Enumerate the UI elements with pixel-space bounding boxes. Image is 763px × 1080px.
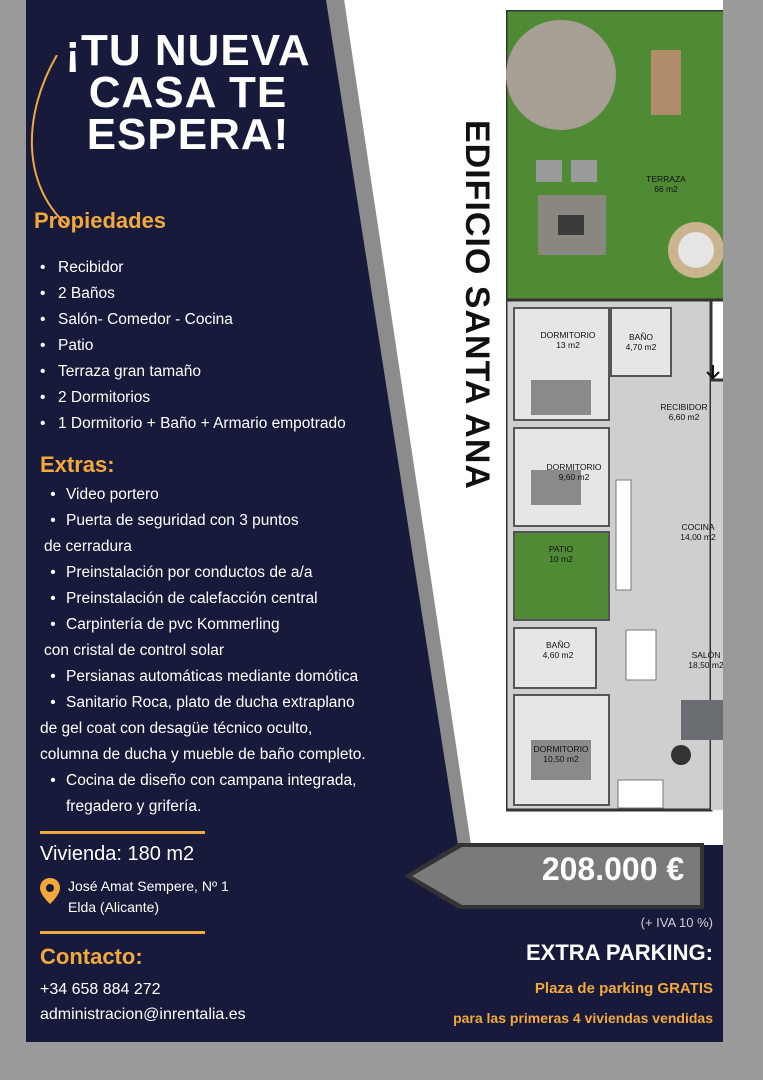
list-item-text: 2 Baños: [58, 285, 115, 302]
list-item-continuation: con cristal de control solar: [44, 642, 225, 659]
room-name: BAÑO: [628, 332, 654, 342]
propiedades-heading: Propiedades: [34, 208, 167, 233]
list-item-text: Carpintería de pvc Kommerling: [66, 616, 280, 633]
room-name: DORMITORIO: [533, 744, 589, 754]
list-item-text: 2 Dormitorios: [58, 389, 151, 406]
address-line: José Amat Sempere, Nº 1: [68, 878, 229, 894]
headline: [38, 26, 338, 159]
propiedades-list: [40, 255, 346, 437]
list-item-text: Preinstalación por conductos de a/a: [66, 564, 313, 581]
list-item-text: Recibidor: [58, 259, 124, 276]
room-name: DORMITORIO: [546, 462, 602, 472]
list-item-continuation: de cerradura: [44, 538, 132, 555]
list-item-text: Terraza gran tamaño: [58, 363, 202, 380]
room-area: 18,50 m2: [688, 660, 724, 670]
contacto-heading: Contacto:: [40, 944, 143, 969]
list-item: • 2 Dormitorios: [40, 389, 151, 406]
flyer: [26, 0, 723, 1042]
list-item-text: Cocina de diseño con campana integrada,: [66, 772, 357, 789]
floor-plan: [506, 10, 723, 825]
list-item: • Puerta de seguridad con 3 puntos: [50, 512, 299, 529]
list-item: • Salón- Comedor - Cocina: [40, 311, 233, 328]
list-item: • Preinstalación de calefacción central: [50, 590, 318, 607]
list-item-continuation: fregadero y grifería.: [66, 798, 202, 815]
room-area: 14,00 m2: [680, 532, 716, 542]
room-name: COCINA: [681, 522, 715, 532]
extras-heading: Extras:: [40, 452, 115, 477]
list-item-text: Persianas automáticas mediante domótica: [66, 668, 359, 685]
room-area: 4,70 m2: [625, 342, 657, 352]
list-item-text: Patio: [58, 337, 94, 354]
list-item: • Preinstalación por conductos de a/a: [50, 564, 313, 581]
list-item-text: Salón- Comedor - Cocina: [58, 311, 233, 328]
price: 208.000 €: [541, 851, 685, 887]
room-name: RECIBIDOR: [660, 402, 708, 412]
list-item: • Persianas automáticas mediante domótica: [50, 668, 359, 685]
building-name: EDIFICIO SANTA ANA: [458, 120, 496, 490]
room-area: 10 m2: [549, 554, 573, 564]
address: [40, 876, 229, 918]
room-area: 4,60 m2: [542, 650, 574, 660]
parking-heading: EXTRA PARKING:: [526, 940, 713, 965]
room-area: 6,60 m2: [668, 412, 700, 422]
list-item-text: 1 Dormitorio + Baño + Armario empotrado: [58, 415, 346, 432]
list-item-continuation: columna de ducha y mueble de baño completo.: [40, 746, 366, 763]
list-item: • Recibidor: [40, 259, 124, 276]
location-pin-icon: [40, 878, 60, 904]
room-name: PATIO: [548, 544, 574, 554]
list-item-text: Puerta de seguridad con 3 puntos: [66, 512, 299, 529]
room-name: DORMITORIO: [540, 330, 596, 340]
phone-number: +34 658 884 272: [40, 981, 161, 998]
list-item: • Cocina de diseño con campana integrada,: [50, 772, 357, 789]
headline-line: ¡TU NUEVA: [65, 26, 311, 75]
headline-line: CASA TE: [88, 68, 288, 117]
divider: [40, 931, 205, 934]
list-item: • Patio: [40, 337, 94, 354]
room-area: 10,50 m2: [543, 754, 579, 764]
tax-note: (+ IVA 10 %): [640, 915, 713, 930]
room-area: 9,60 m2: [558, 472, 590, 482]
list-item-text: Sanitario Roca, plato de ducha extraplano: [66, 694, 355, 711]
extras-list: [40, 482, 420, 820]
list-item-continuation: de gel coat con desagüe técnico oculto,: [40, 720, 313, 737]
parking-condition: para las primeras 4 viviendas vendidas: [453, 1010, 713, 1026]
list-item: • 1 Dormitorio + Baño + Armario empotrado: [40, 415, 346, 432]
room-area: 13 m2: [556, 340, 580, 350]
list-item-text: Preinstalación de calefacción central: [66, 590, 318, 607]
vivienda-size: Vivienda: 180 m2: [40, 843, 195, 865]
list-item: • Terraza gran tamaño: [40, 363, 202, 380]
room-area: 66 m2: [654, 184, 678, 194]
room-name: SALÓN: [691, 650, 721, 660]
parking-offer: Plaza de parking GRATIS: [534, 980, 713, 997]
headline-line: ESPERA!: [86, 110, 290, 159]
list-item: • Sanitario Roca, plato de ducha extraplano: [50, 694, 355, 711]
room-name: BAÑO: [545, 640, 571, 650]
list-item: • Video portero: [50, 486, 159, 503]
list-item: • Carpintería de pvc Kommerling: [50, 616, 280, 633]
list-item-text: Video portero: [66, 486, 159, 503]
divider: [40, 831, 205, 834]
email-address: administracion@inrentalia.es: [40, 1006, 246, 1023]
list-item: • 2 Baños: [40, 285, 115, 302]
room-name: TERRAZA: [646, 174, 686, 184]
address-line: Elda (Alicante): [68, 899, 160, 915]
